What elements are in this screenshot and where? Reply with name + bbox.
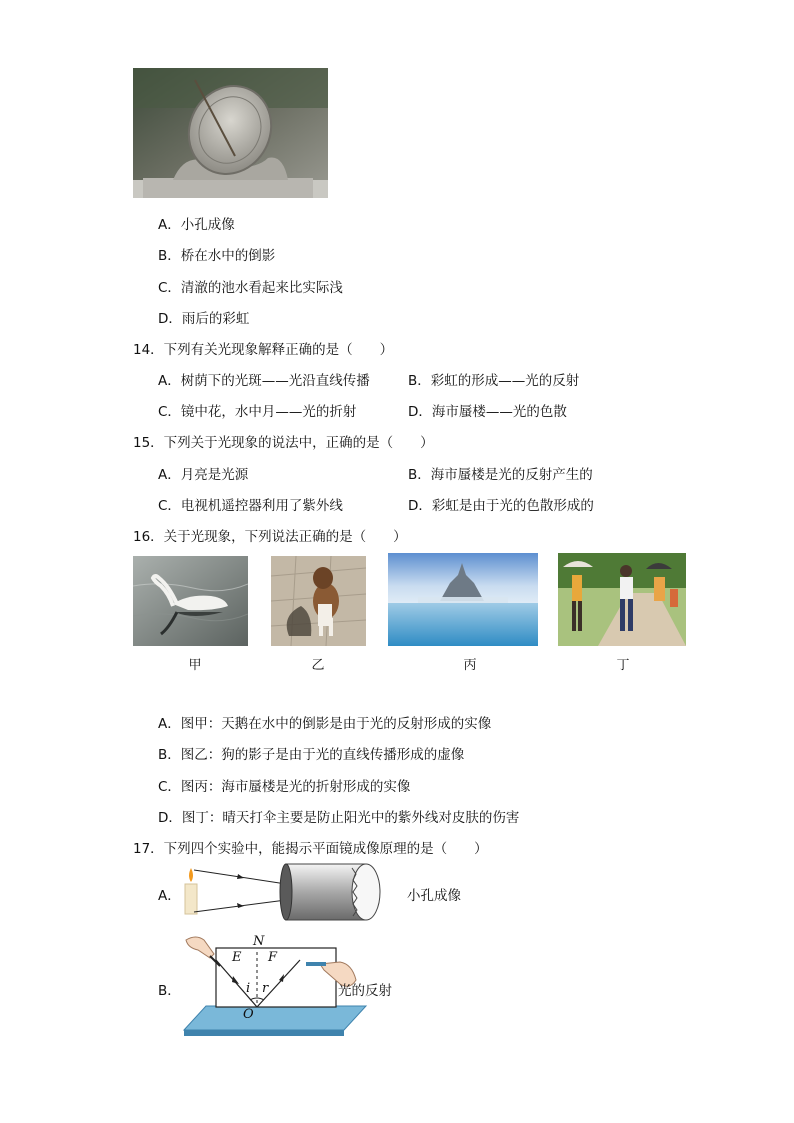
q16-option-c: C．图丙：海市蜃楼是光的折射形成的实像 <box>158 779 411 795</box>
caption-yi: 乙 <box>311 658 325 673</box>
q14-option-a: A．树荫下的光斑——光沿直线传播 <box>158 373 370 389</box>
question-17: 17．下列四个实验中，能揭示平面镜成像原理的是（ ） <box>133 841 488 857</box>
q16-option-b: B．图乙：狗的影子是由于光的直线传播形成的虚像 <box>158 747 465 763</box>
dog-photo <box>271 556 366 646</box>
label-i: i <box>246 981 251 996</box>
pinhole-diagram <box>180 860 400 924</box>
label-o: O <box>243 1007 254 1022</box>
option-b: B．桥在水中的倒影 <box>158 248 276 264</box>
sundial-photo <box>133 68 328 198</box>
q14-option-b: B．彩虹的形成——光的反射 <box>408 373 580 389</box>
umbrella-photo <box>558 553 686 646</box>
caption-bing: 丙 <box>463 658 477 673</box>
option-a: A．小孔成像 <box>158 217 235 233</box>
label-f: F <box>268 950 278 965</box>
label-r: r <box>262 981 269 996</box>
caption-ding: 丁 <box>616 658 630 673</box>
q17-label-reflection: 光的反射 <box>338 983 392 999</box>
q17-label-pinhole: 小孔成像 <box>407 888 461 904</box>
option-d: D．雨后的彩虹 <box>158 311 250 327</box>
q15-option-c: C．电视机遥控器利用了紫外线 <box>158 498 343 514</box>
q14-option-d: D．海市蜃楼——光的色散 <box>408 404 567 420</box>
q15-option-a: A．月亮是光源 <box>158 467 249 483</box>
option-c: C．清澈的池水看起来比实际浅 <box>158 280 343 296</box>
q16-option-a: A．图甲：天鹅在水中的倒影是由于光的反射形成的实像 <box>158 716 492 732</box>
label-e: E <box>232 950 242 965</box>
q16-option-d: D．图丁：晴天打伞主要是防止阳光中的紫外线对皮肤的伤害 <box>158 810 520 826</box>
question-14: 14．下列有关光现象解释正确的是（ ） <box>133 342 394 358</box>
question-16: 16．关于光现象，下列说法正确的是（ ） <box>133 529 407 545</box>
q15-option-d: D．彩虹是由于光的色散形成的 <box>408 498 594 514</box>
q17-option-b-letter: B． <box>158 983 181 999</box>
swan-photo <box>133 556 248 646</box>
q14-option-c: C．镜中花，水中月——光的折射 <box>158 404 357 420</box>
mirage-photo <box>388 553 538 646</box>
q15-option-b: B．海市蜃楼是光的反射产生的 <box>408 467 593 483</box>
q17-option-a-letter: A． <box>158 888 181 904</box>
label-n: N <box>253 934 265 949</box>
caption-jia: 甲 <box>188 658 202 673</box>
question-15: 15．下列关于光现象的说法中，正确的是（ ） <box>133 435 434 451</box>
